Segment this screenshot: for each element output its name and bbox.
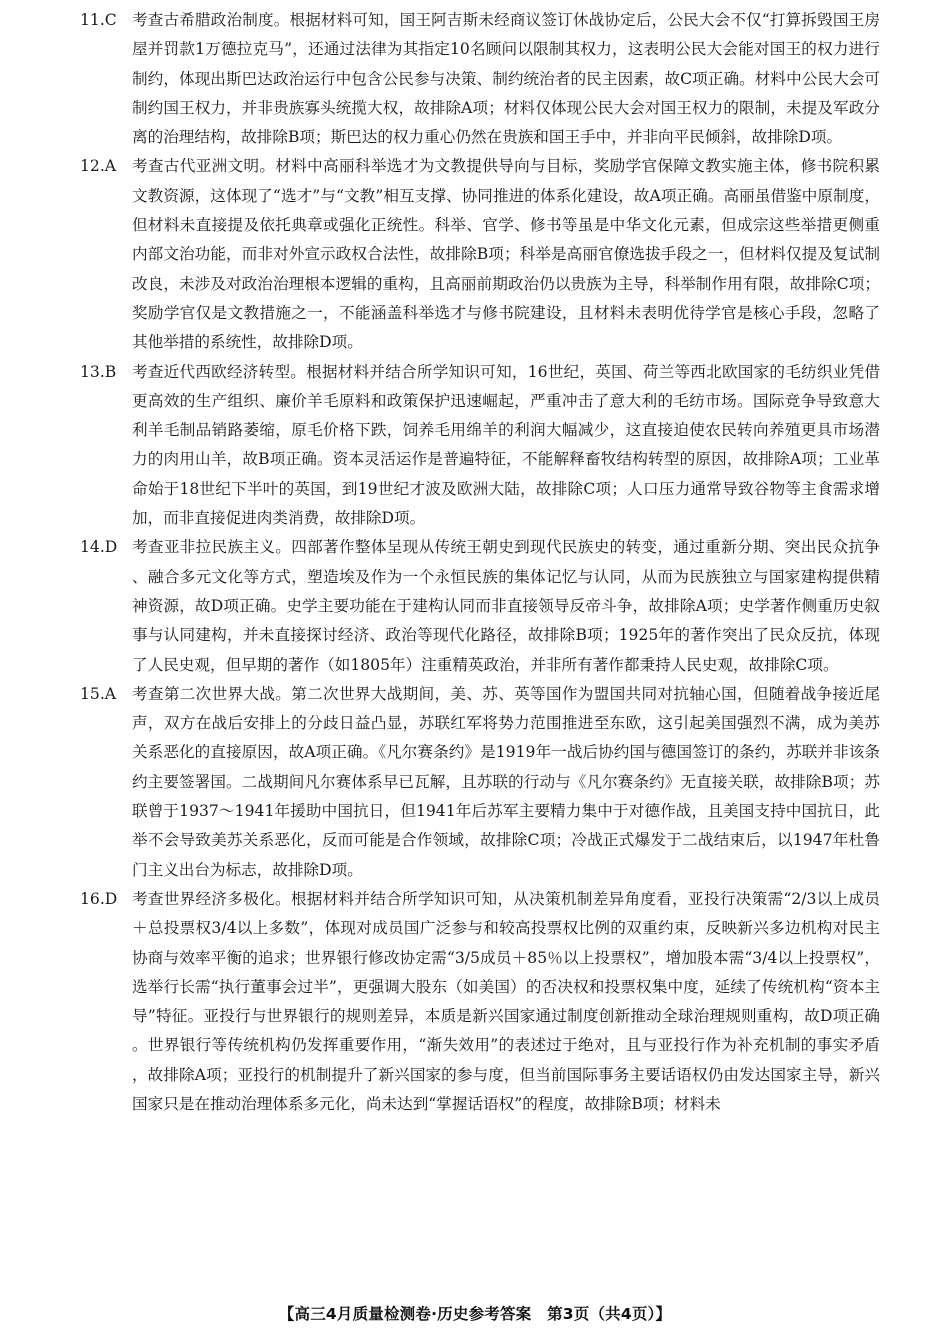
answer-number: 11.C bbox=[80, 11, 117, 29]
answer-number: 14.D bbox=[80, 538, 118, 557]
answer-item-12 bbox=[80, 152, 880, 357]
answer-explanation: 考查亚非拉民族主义。四部著作整体呈现从传统王朝史到现代民族史的转变，通过重新分期、突出民众抗争、融合多元文化等方式，塑造埃及作为一个永恒民族的集体记忆与认同，从而为民族独立与国家建构提供精神资源，故D项正确。史学主要功能在于建构认同而非直接领导反帝斗争，故排除A项；史学著作侧重历史叙事与认同建构，并未直接探讨经济、政治等现代化路径，故排除B项；1925年的著作突出了民众反抗，体现了人民史观，但早期的著作（如1805年）注重精英政治，并非所有著作都秉持人民史观，故排除C项。 bbox=[132, 538, 880, 674]
answer-number: 13.B bbox=[80, 362, 117, 381]
answer-item-16 bbox=[80, 885, 880, 1119]
answer-item-11 bbox=[80, 6, 880, 152]
answer-list bbox=[80, 6, 880, 1119]
answer-number: 16.D bbox=[80, 889, 118, 908]
page-footer: 【高三4月质量检测卷·历史参考答案 第3页（共4页）】 bbox=[278, 1305, 672, 1323]
answer-explanation: 考查近代西欧经济转型。根据材料并结合所学知识可知，16世纪，英国、荷兰等西北欧国家的毛纺织业凭借更高效的生产组织、廉价羊毛原料和政策保护迅速崛起，严重冲击了意大利的毛纺市场。国际竞争导致意大利羊毛制品销路萎缩，原毛价格下跌，饲养毛用绵羊的利润大幅减少，这直接迫使农民转向养殖更具市场潜力的肉用山羊，故B项正确。资本灵活运作是普遍特征，不能解释畜牧结构转型的原因，故排除A项；工业革命始于18世纪下半叶的英国，到19世纪才波及欧洲大陆，故排除C项；人口压力通常导致谷物等主食需求增加，而非直接促进肉类消费，故排除D项。 bbox=[132, 362, 880, 528]
answer-explanation: 考查世界经济多极化。根据材料并结合所学知识可知，从决策机制差异角度看，亚投行决策需“2/3以上成员＋总投票权3/4以上多数”，体现对成员国广泛参与和较高投票权比例的双重约束，反映新兴多边机构对民主协商与效率平衡的追求；世界银行修改协定需“3/5成员＋85％以上投票权”，增加股本需“3/4以上投票权”，选举行长需“执行董事会过半”，更强调大股东（如美国）的否决权和投票权集中度，延续了传统机构“资本主导”特征。亚投行与世界银行的规则差异，本质是新兴国家通过制度创新推动全球治理规则重构，故D项正确。世界银行等传统机构仍发挥重要作用，“渐失效用”的表述过于绝对，且与亚投行作为补充机制的事实矛盾，故排除A项；亚投行的机制提升了新兴国家的参与度，但当前国际事务主要话语权仍由发达国家主导，新兴国家只是在推动治理体系多元化，尚未达到“掌握话语权”的程度，故排除B项；材料未 bbox=[132, 889, 880, 1113]
answer-item-13 bbox=[80, 358, 880, 534]
answer-explanation: 考查古希腊政治制度。根据材料可知，国王阿吉斯未经商议签订休战协定后，公民大会不仅“打算拆毁国王房屋并罚款1万德拉克马”，还通过法律为其指定10名顾问以限制其权力，这表明公民大会能对国王的权力进行制约，体现出斯巴达政治运行中包含公民参与决策、制约统治者的民主因素，故C项正确。材料中公民大会可制约国王权力，并非贵族寡头统揽大权，故排除A项；材料仅体现公民大会对国王权力的限制，未提及军政分离的治理结构，故排除B项；斯巴达的权力重心仍然在贵族和国王手中，并非向平民倾斜，故排除D项。 bbox=[132, 11, 880, 147]
answer-explanation: 考查第二次世界大战。第二次世界大战期间，美、苏、英等国作为盟国共同对抗轴心国，但随着战争接近尾声，双方在战后安排上的分歧日益凸显，苏联红军将势力范围推进至东欧，这引起美国强烈不满，成为美苏关系恶化的直接原因，故A项正确。《凡尔赛条约》是1919年一战后协约国与德国签订的条约，苏联并非该条约主要签署国。二战期间凡尔赛体系早已瓦解，且苏联的行动与《凡尔赛条约》无直接关联，故排除B项；苏联曾于1937～1941年援助中国抗日，但1941年后苏军主要精力集中于对德作战，且美国支持中国抗日，此举不会导致美苏关系恶化，反而可能是合作领域，故排除C项；冷战正式爆发于二战结束后，以1947年杜鲁门主义出台为标志，故排除D项。 bbox=[132, 684, 880, 879]
answer-number: 12.A bbox=[80, 157, 117, 176]
answer-item-14 bbox=[80, 533, 880, 679]
answer-number: 15.A bbox=[80, 684, 117, 703]
answer-explanation: 考查古代亚洲文明。材料中高丽科举选才为文教提供导向与目标，奖励学官保障文教实施主体，修书院积累文教资源，这体现了“选才”与“文教”相互支撑、协同推进的体系化建设，故A项正确。高丽虽借鉴中原制度，但材料未直接提及依托典章或强化正统性。科举、官学、修书等虽是中华文化元素，但成宗这些举措更侧重内部文治功能，而非对外宣示政权合法性，故排除B项；科举是高丽官僚选拔手段之一，但材料仅提及复试制改良，未涉及对政治治理根本逻辑的重构，且高丽前期政治仍以贵族为主导，科举制作用有限，故排除C项；奖励学官仅是文教措施之一，不能涵盖科举选才与修书院建设，且材料未表明优待学官是核心手段，忽略了其他举措的系统性，故排除D项。 bbox=[132, 157, 880, 352]
answer-item-15 bbox=[80, 680, 880, 885]
